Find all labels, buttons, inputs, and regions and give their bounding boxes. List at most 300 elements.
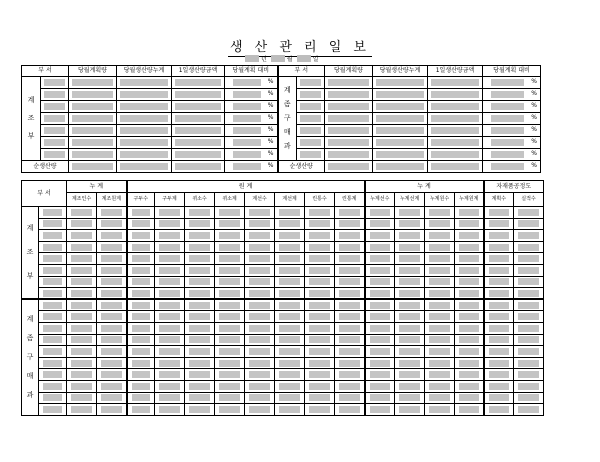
value-cell[interactable] (428, 125, 483, 137)
data-cell[interactable] (275, 230, 305, 242)
data-cell[interactable] (365, 253, 395, 265)
data-cell[interactable] (245, 322, 275, 334)
data-cell[interactable] (185, 276, 215, 288)
data-cell[interactable] (484, 357, 514, 369)
data-cell[interactable] (514, 404, 544, 416)
data-cell[interactable] (67, 404, 97, 416)
name-cell[interactable] (41, 113, 69, 125)
data-cell[interactable] (97, 334, 127, 346)
data-cell[interactable] (155, 207, 185, 219)
data-cell[interactable] (39, 346, 67, 358)
data-cell[interactable] (425, 253, 455, 265)
value-cell[interactable] (325, 89, 373, 101)
data-cell[interactable] (335, 218, 365, 230)
data-cell[interactable] (245, 404, 275, 416)
data-cell[interactable] (215, 299, 245, 311)
data-cell[interactable] (335, 357, 365, 369)
data-cell[interactable] (395, 264, 425, 276)
value-cell[interactable] (428, 89, 483, 101)
data-cell[interactable] (67, 299, 97, 311)
data-cell[interactable] (67, 346, 97, 358)
data-cell[interactable] (365, 218, 395, 230)
data-cell[interactable] (425, 230, 455, 242)
data-cell[interactable] (484, 264, 514, 276)
data-cell[interactable] (484, 322, 514, 334)
value-cell[interactable] (69, 137, 117, 149)
data-cell[interactable] (97, 218, 127, 230)
data-cell[interactable] (97, 322, 127, 334)
data-cell[interactable] (514, 357, 544, 369)
data-cell[interactable] (67, 357, 97, 369)
data-cell[interactable] (455, 230, 484, 242)
data-cell[interactable] (215, 369, 245, 381)
data-cell[interactable] (484, 369, 514, 381)
data-cell[interactable] (67, 380, 97, 392)
value-cell[interactable] (117, 161, 172, 173)
data-cell[interactable] (365, 334, 395, 346)
data-cell[interactable] (97, 404, 127, 416)
data-cell[interactable] (305, 218, 335, 230)
data-cell[interactable] (365, 311, 395, 323)
data-cell[interactable] (365, 392, 395, 404)
data-cell[interactable] (455, 392, 484, 404)
value-cell[interactable] (172, 149, 225, 161)
data-cell[interactable] (484, 241, 514, 253)
day-field[interactable] (297, 55, 311, 62)
data-cell[interactable] (275, 299, 305, 311)
value-cell[interactable] (172, 161, 225, 173)
data-cell[interactable] (514, 264, 544, 276)
data-cell[interactable] (155, 299, 185, 311)
data-cell[interactable] (275, 218, 305, 230)
data-cell[interactable] (185, 392, 215, 404)
data-cell[interactable] (335, 392, 365, 404)
data-cell[interactable] (39, 380, 67, 392)
percent-cell[interactable] (483, 161, 541, 173)
value-cell[interactable] (373, 161, 428, 173)
percent-cell[interactable] (483, 125, 541, 137)
data-cell[interactable] (365, 322, 395, 334)
data-cell[interactable] (67, 276, 97, 288)
value-cell[interactable] (172, 89, 225, 101)
data-cell[interactable] (127, 311, 155, 323)
value-cell[interactable] (325, 77, 373, 89)
data-cell[interactable] (155, 392, 185, 404)
data-cell[interactable] (155, 230, 185, 242)
data-cell[interactable] (127, 334, 155, 346)
data-cell[interactable] (305, 207, 335, 219)
value-cell[interactable] (325, 101, 373, 113)
data-cell[interactable] (395, 311, 425, 323)
data-cell[interactable] (155, 311, 185, 323)
data-cell[interactable] (335, 322, 365, 334)
data-cell[interactable] (245, 334, 275, 346)
data-cell[interactable] (305, 276, 335, 288)
data-cell[interactable] (305, 392, 335, 404)
data-cell[interactable] (97, 241, 127, 253)
name-cell[interactable] (297, 113, 325, 125)
data-cell[interactable] (365, 241, 395, 253)
data-cell[interactable] (305, 299, 335, 311)
data-cell[interactable] (455, 276, 484, 288)
data-cell[interactable] (395, 404, 425, 416)
value-cell[interactable] (373, 125, 428, 137)
data-cell[interactable] (39, 334, 67, 346)
data-cell[interactable] (39, 218, 67, 230)
data-cell[interactable] (155, 334, 185, 346)
data-cell[interactable] (484, 230, 514, 242)
name-cell[interactable] (297, 77, 325, 89)
value-cell[interactable] (172, 125, 225, 137)
data-cell[interactable] (39, 230, 67, 242)
value-cell[interactable] (325, 137, 373, 149)
data-cell[interactable] (365, 346, 395, 358)
data-cell[interactable] (484, 404, 514, 416)
data-cell[interactable] (215, 380, 245, 392)
data-cell[interactable] (455, 334, 484, 346)
data-cell[interactable] (395, 299, 425, 311)
data-cell[interactable] (335, 369, 365, 381)
value-cell[interactable] (69, 149, 117, 161)
data-cell[interactable] (514, 322, 544, 334)
data-cell[interactable] (455, 218, 484, 230)
data-cell[interactable] (365, 299, 395, 311)
data-cell[interactable] (39, 322, 67, 334)
data-cell[interactable] (335, 346, 365, 358)
data-cell[interactable] (67, 253, 97, 265)
value-cell[interactable] (117, 113, 172, 125)
name-cell[interactable] (41, 101, 69, 113)
value-cell[interactable] (428, 161, 483, 173)
data-cell[interactable] (335, 253, 365, 265)
data-cell[interactable] (365, 207, 395, 219)
data-cell[interactable] (215, 357, 245, 369)
data-cell[interactable] (127, 346, 155, 358)
data-cell[interactable] (67, 288, 97, 300)
value-cell[interactable] (117, 77, 172, 89)
data-cell[interactable] (335, 276, 365, 288)
percent-cell[interactable] (225, 161, 278, 173)
value-cell[interactable] (69, 101, 117, 113)
data-cell[interactable] (155, 369, 185, 381)
data-cell[interactable] (455, 264, 484, 276)
data-cell[interactable] (245, 369, 275, 381)
data-cell[interactable] (155, 218, 185, 230)
data-cell[interactable] (67, 218, 97, 230)
data-cell[interactable] (425, 322, 455, 334)
data-cell[interactable] (185, 264, 215, 276)
data-cell[interactable] (155, 404, 185, 416)
data-cell[interactable] (39, 288, 67, 300)
data-cell[interactable] (39, 207, 67, 219)
data-cell[interactable] (39, 392, 67, 404)
month-field[interactable] (271, 55, 285, 62)
data-cell[interactable] (484, 346, 514, 358)
data-cell[interactable] (215, 241, 245, 253)
data-cell[interactable] (455, 207, 484, 219)
data-cell[interactable] (67, 264, 97, 276)
data-cell[interactable] (127, 299, 155, 311)
data-cell[interactable] (484, 392, 514, 404)
data-cell[interactable] (39, 357, 67, 369)
value-cell[interactable] (373, 149, 428, 161)
data-cell[interactable] (97, 311, 127, 323)
data-cell[interactable] (365, 288, 395, 300)
data-cell[interactable] (425, 299, 455, 311)
data-cell[interactable] (335, 241, 365, 253)
data-cell[interactable] (275, 264, 305, 276)
percent-cell[interactable] (225, 89, 278, 101)
percent-cell[interactable] (483, 137, 541, 149)
data-cell[interactable] (39, 253, 67, 265)
data-cell[interactable] (305, 264, 335, 276)
data-cell[interactable] (395, 288, 425, 300)
data-cell[interactable] (155, 264, 185, 276)
data-cell[interactable] (425, 207, 455, 219)
data-cell[interactable] (215, 207, 245, 219)
data-cell[interactable] (275, 207, 305, 219)
data-cell[interactable] (514, 241, 544, 253)
data-cell[interactable] (67, 311, 97, 323)
value-cell[interactable] (428, 137, 483, 149)
data-cell[interactable] (275, 241, 305, 253)
percent-cell[interactable] (225, 149, 278, 161)
data-cell[interactable] (245, 207, 275, 219)
data-cell[interactable] (215, 404, 245, 416)
data-cell[interactable] (185, 253, 215, 265)
data-cell[interactable] (155, 241, 185, 253)
data-cell[interactable] (245, 230, 275, 242)
data-cell[interactable] (127, 253, 155, 265)
data-cell[interactable] (245, 241, 275, 253)
name-cell[interactable] (41, 89, 69, 101)
data-cell[interactable] (425, 346, 455, 358)
value-cell[interactable] (117, 149, 172, 161)
data-cell[interactable] (275, 357, 305, 369)
data-cell[interactable] (514, 299, 544, 311)
data-cell[interactable] (127, 218, 155, 230)
year-field[interactable] (245, 55, 259, 62)
percent-cell[interactable] (225, 137, 278, 149)
data-cell[interactable] (39, 404, 67, 416)
data-cell[interactable] (67, 369, 97, 381)
data-cell[interactable] (305, 253, 335, 265)
data-cell[interactable] (455, 241, 484, 253)
value-cell[interactable] (373, 137, 428, 149)
data-cell[interactable] (335, 334, 365, 346)
data-cell[interactable] (395, 380, 425, 392)
data-cell[interactable] (455, 311, 484, 323)
data-cell[interactable] (127, 207, 155, 219)
name-cell[interactable] (297, 149, 325, 161)
data-cell[interactable] (275, 276, 305, 288)
data-cell[interactable] (514, 334, 544, 346)
value-cell[interactable] (325, 113, 373, 125)
name-cell[interactable] (41, 77, 69, 89)
data-cell[interactable] (127, 264, 155, 276)
data-cell[interactable] (155, 380, 185, 392)
data-cell[interactable] (245, 311, 275, 323)
data-cell[interactable] (395, 241, 425, 253)
data-cell[interactable] (455, 322, 484, 334)
data-cell[interactable] (425, 218, 455, 230)
data-cell[interactable] (395, 276, 425, 288)
data-cell[interactable] (67, 241, 97, 253)
value-cell[interactable] (373, 113, 428, 125)
data-cell[interactable] (365, 276, 395, 288)
data-cell[interactable] (185, 288, 215, 300)
data-cell[interactable] (365, 380, 395, 392)
data-cell[interactable] (455, 404, 484, 416)
name-cell[interactable] (297, 137, 325, 149)
name-cell[interactable] (41, 125, 69, 137)
data-cell[interactable] (305, 241, 335, 253)
data-cell[interactable] (484, 207, 514, 219)
data-cell[interactable] (215, 264, 245, 276)
data-cell[interactable] (97, 264, 127, 276)
percent-cell[interactable] (483, 77, 541, 89)
data-cell[interactable] (395, 218, 425, 230)
data-cell[interactable] (245, 276, 275, 288)
value-cell[interactable] (325, 149, 373, 161)
name-cell[interactable] (41, 149, 69, 161)
data-cell[interactable] (335, 380, 365, 392)
data-cell[interactable] (215, 392, 245, 404)
data-cell[interactable] (484, 276, 514, 288)
data-cell[interactable] (514, 369, 544, 381)
data-cell[interactable] (335, 264, 365, 276)
data-cell[interactable] (305, 380, 335, 392)
data-cell[interactable] (425, 241, 455, 253)
value-cell[interactable] (117, 137, 172, 149)
data-cell[interactable] (514, 392, 544, 404)
data-cell[interactable] (97, 288, 127, 300)
data-cell[interactable] (245, 392, 275, 404)
data-cell[interactable] (514, 380, 544, 392)
data-cell[interactable] (185, 404, 215, 416)
data-cell[interactable] (455, 253, 484, 265)
data-cell[interactable] (215, 346, 245, 358)
data-cell[interactable] (365, 357, 395, 369)
data-cell[interactable] (127, 241, 155, 253)
data-cell[interactable] (305, 369, 335, 381)
data-cell[interactable] (335, 311, 365, 323)
data-cell[interactable] (395, 334, 425, 346)
value-cell[interactable] (69, 77, 117, 89)
data-cell[interactable] (67, 230, 97, 242)
data-cell[interactable] (514, 230, 544, 242)
data-cell[interactable] (127, 288, 155, 300)
data-cell[interactable] (215, 334, 245, 346)
data-cell[interactable] (455, 299, 484, 311)
data-cell[interactable] (484, 311, 514, 323)
data-cell[interactable] (305, 230, 335, 242)
data-cell[interactable] (275, 334, 305, 346)
data-cell[interactable] (335, 230, 365, 242)
data-cell[interactable] (185, 322, 215, 334)
value-cell[interactable] (69, 125, 117, 137)
data-cell[interactable] (514, 218, 544, 230)
data-cell[interactable] (275, 404, 305, 416)
data-cell[interactable] (484, 299, 514, 311)
data-cell[interactable] (395, 357, 425, 369)
value-cell[interactable] (172, 137, 225, 149)
data-cell[interactable] (305, 311, 335, 323)
percent-cell[interactable] (225, 77, 278, 89)
data-cell[interactable] (425, 334, 455, 346)
data-cell[interactable] (185, 299, 215, 311)
data-cell[interactable] (127, 392, 155, 404)
data-cell[interactable] (67, 207, 97, 219)
data-cell[interactable] (455, 357, 484, 369)
data-cell[interactable] (97, 230, 127, 242)
data-cell[interactable] (395, 392, 425, 404)
data-cell[interactable] (245, 299, 275, 311)
value-cell[interactable] (428, 113, 483, 125)
data-cell[interactable] (514, 276, 544, 288)
percent-cell[interactable] (483, 101, 541, 113)
data-cell[interactable] (425, 369, 455, 381)
data-cell[interactable] (335, 404, 365, 416)
data-cell[interactable] (425, 404, 455, 416)
data-cell[interactable] (484, 380, 514, 392)
data-cell[interactable] (97, 253, 127, 265)
data-cell[interactable] (425, 311, 455, 323)
data-cell[interactable] (185, 357, 215, 369)
data-cell[interactable] (67, 322, 97, 334)
value-cell[interactable] (428, 77, 483, 89)
data-cell[interactable] (97, 357, 127, 369)
data-cell[interactable] (484, 253, 514, 265)
data-cell[interactable] (245, 218, 275, 230)
value-cell[interactable] (69, 113, 117, 125)
data-cell[interactable] (97, 207, 127, 219)
value-cell[interactable] (172, 113, 225, 125)
data-cell[interactable] (514, 346, 544, 358)
data-cell[interactable] (275, 392, 305, 404)
data-cell[interactable] (215, 253, 245, 265)
data-cell[interactable] (514, 253, 544, 265)
data-cell[interactable] (335, 299, 365, 311)
value-cell[interactable] (69, 89, 117, 101)
data-cell[interactable] (245, 253, 275, 265)
data-cell[interactable] (275, 346, 305, 358)
data-cell[interactable] (425, 264, 455, 276)
data-cell[interactable] (155, 346, 185, 358)
data-cell[interactable] (39, 369, 67, 381)
value-cell[interactable] (117, 125, 172, 137)
data-cell[interactable] (185, 218, 215, 230)
data-cell[interactable] (425, 380, 455, 392)
data-cell[interactable] (514, 311, 544, 323)
data-cell[interactable] (185, 334, 215, 346)
value-cell[interactable] (117, 101, 172, 113)
data-cell[interactable] (275, 311, 305, 323)
value-cell[interactable] (69, 161, 117, 173)
data-cell[interactable] (215, 322, 245, 334)
data-cell[interactable] (185, 380, 215, 392)
data-cell[interactable] (97, 392, 127, 404)
data-cell[interactable] (305, 288, 335, 300)
data-cell[interactable] (365, 264, 395, 276)
data-cell[interactable] (455, 288, 484, 300)
value-cell[interactable] (428, 101, 483, 113)
data-cell[interactable] (365, 404, 395, 416)
data-cell[interactable] (215, 230, 245, 242)
data-cell[interactable] (39, 299, 67, 311)
data-cell[interactable] (245, 346, 275, 358)
percent-cell[interactable] (225, 101, 278, 113)
